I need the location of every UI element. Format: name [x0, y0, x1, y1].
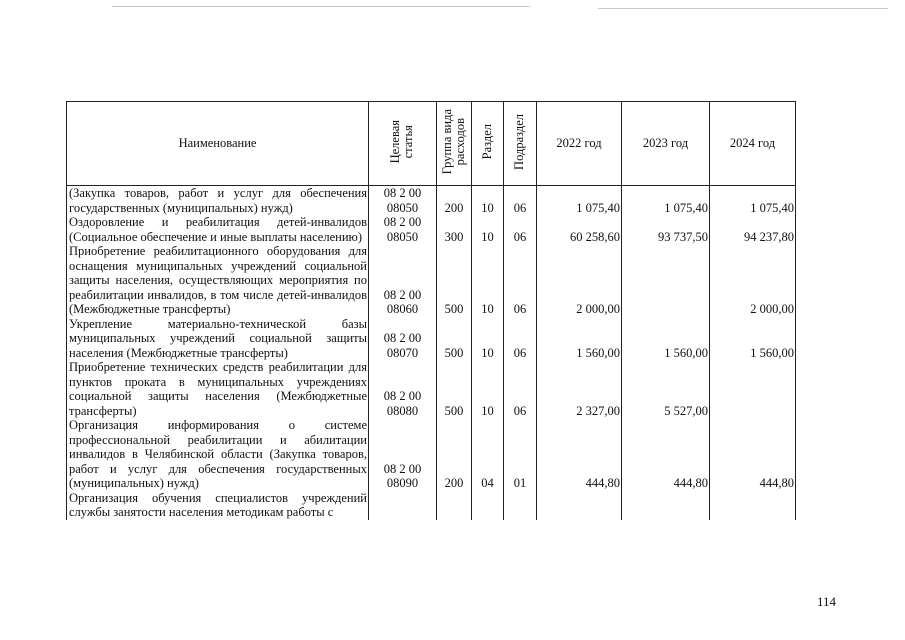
row-amount-2024-cell: 2 000,00 — [710, 244, 796, 317]
row-subsection-cell: 01 — [504, 418, 537, 491]
row-name-cell: Организация обучения специалистов учреждений службы занятости населения методикам работы с — [67, 491, 369, 520]
row-amount-2022-cell: 444,80 — [537, 418, 622, 491]
row-subsection-cell — [504, 491, 537, 520]
row-amount-2023-cell: 1 560,00 — [622, 317, 710, 361]
row-amount-2024-cell: 1 075,40 — [710, 186, 796, 216]
header-year-2024: 2024 год — [710, 102, 796, 186]
header-expense-group: Группа вида расходов — [437, 102, 472, 186]
row-expense-group-cell: 200 — [437, 418, 472, 491]
row-section-cell: 10 — [472, 317, 504, 361]
row-section-cell: 10 — [472, 244, 504, 317]
page-number: 114 — [817, 594, 837, 609]
row-name-cell: Организация информирования о системе профессиональной реабилитации и абилитации инвалидов в Челябинской области (Закупка товаров, работ и услуг для обеспечения государственных (муниципальных) нужд) — [67, 418, 369, 491]
row-amount-2022-cell: 1 560,00 — [537, 317, 622, 361]
row-amount-2024-cell: 1 560,00 — [710, 317, 796, 361]
row-section-cell: 10 — [472, 186, 504, 216]
budget-table — [66, 101, 796, 520]
row-subsection-cell: 06 — [504, 215, 537, 244]
budget-table-container — [66, 101, 796, 520]
header-section: Раздел — [472, 102, 504, 186]
row-amount-2024-cell: 94 237,80 — [710, 215, 796, 244]
row-target-article-cell: 08 2 00 08090 — [369, 418, 437, 491]
row-target-article-cell: 08 2 00 08050 — [369, 215, 437, 244]
row-amount-2022-cell: 2 327,00 — [537, 360, 622, 418]
table-row — [67, 418, 796, 491]
row-name-cell: Укрепление материально-технической базы муниципальных учреждений социальной защиты населения (Межбюджетные трансферты) — [67, 317, 369, 361]
row-amount-2023-cell — [622, 491, 710, 520]
table-row — [67, 317, 796, 361]
row-target-article-cell — [369, 491, 437, 520]
table-row — [67, 360, 796, 418]
row-amount-2024-cell: 444,80 — [710, 418, 796, 491]
table-header-row — [67, 102, 796, 186]
scan-artifact-line — [112, 6, 530, 7]
header-name: Наименование — [67, 102, 369, 186]
row-name-cell: (Закупка товаров, работ и услуг для обеспечения государственных (муниципальных) нужд) — [67, 186, 369, 216]
header-year-2023: 2023 год — [622, 102, 710, 186]
row-section-cell — [472, 491, 504, 520]
row-target-article-cell: 08 2 00 08050 — [369, 186, 437, 216]
row-amount-2023-cell: 444,80 — [622, 418, 710, 491]
row-amount-2023-cell: 1 075,40 — [622, 186, 710, 216]
table-row — [67, 244, 796, 317]
row-amount-2024-cell — [710, 360, 796, 418]
header-subsection: Подраздел — [504, 102, 537, 186]
row-section-cell: 10 — [472, 215, 504, 244]
scan-artifact-line — [598, 8, 888, 9]
row-amount-2022-cell: 60 258,60 — [537, 215, 622, 244]
row-amount-2022-cell: 1 075,40 — [537, 186, 622, 216]
row-expense-group-cell: 500 — [437, 360, 472, 418]
row-expense-group-cell: 500 — [437, 244, 472, 317]
row-amount-2023-cell: 5 527,00 — [622, 360, 710, 418]
row-target-article-cell: 08 2 00 08060 — [369, 244, 437, 317]
row-expense-group-cell: 200 — [437, 186, 472, 216]
row-subsection-cell: 06 — [504, 317, 537, 361]
table-row — [67, 186, 796, 216]
row-amount-2023-cell: 93 737,50 — [622, 215, 710, 244]
row-expense-group-cell: 500 — [437, 317, 472, 361]
row-name-cell: Оздоровление и реабилитация детей-инвалидов (Социальное обеспечение и иные выплаты населению) — [67, 215, 369, 244]
table-row — [67, 215, 796, 244]
row-expense-group-cell — [437, 491, 472, 520]
row-amount-2023-cell — [622, 244, 710, 317]
header-target-article: Целевая статья — [369, 102, 437, 186]
table-row — [67, 491, 796, 520]
row-section-cell: 10 — [472, 360, 504, 418]
row-subsection-cell: 06 — [504, 244, 537, 317]
row-amount-2022-cell: 2 000,00 — [537, 244, 622, 317]
row-amount-2022-cell — [537, 491, 622, 520]
row-target-article-cell: 08 2 00 08070 — [369, 317, 437, 361]
row-subsection-cell: 06 — [504, 186, 537, 216]
row-expense-group-cell: 300 — [437, 215, 472, 244]
row-section-cell: 04 — [472, 418, 504, 491]
row-amount-2024-cell — [710, 491, 796, 520]
row-target-article-cell: 08 2 00 08080 — [369, 360, 437, 418]
row-subsection-cell: 06 — [504, 360, 537, 418]
row-name-cell: Приобретение технических средств реабилитации для пунктов проката в муниципальных учреждениях социальной защиты населения (Межбюджетные трансферты) — [67, 360, 369, 418]
row-name-cell: Приобретение реабилитационного оборудования для оснащения муниципальных учреждений социальной защиты населения, осуществляющих мероприятия по реабилитации инвалидов, в том числе детей-инвалидов (Межбюджетные трансферты) — [67, 244, 369, 317]
header-year-2022: 2022 год — [537, 102, 622, 186]
